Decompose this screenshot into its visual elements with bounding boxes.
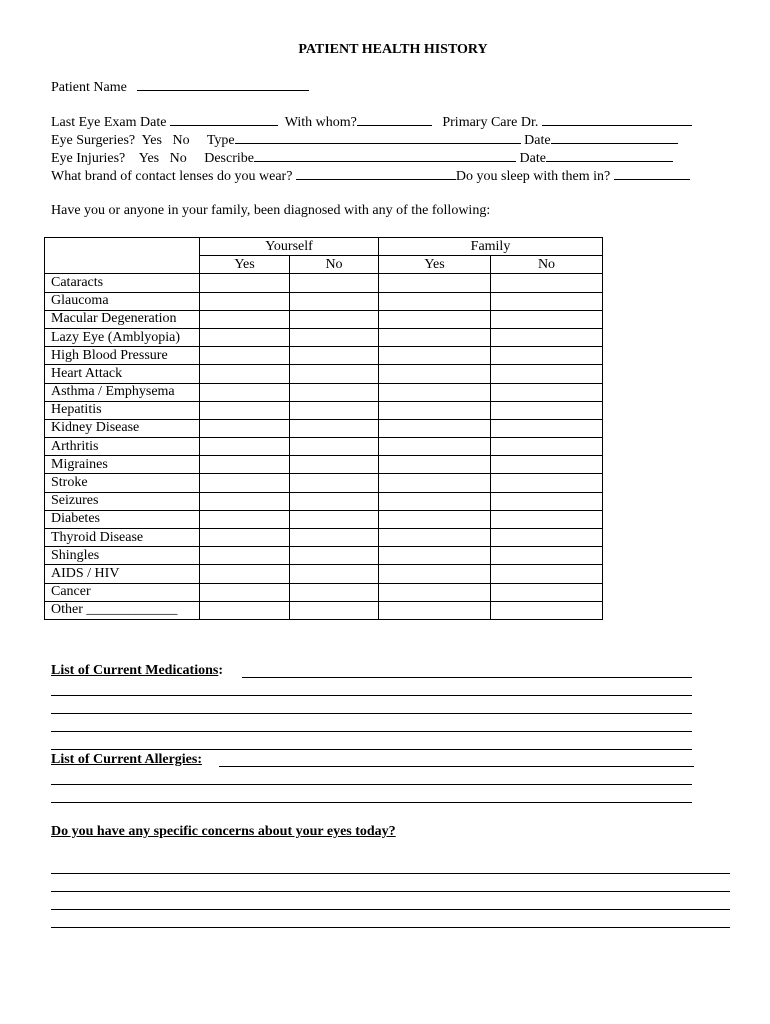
condition-label: Heart Attack: [45, 365, 200, 383]
condition-label: Macular Degeneration: [45, 310, 200, 328]
yourself-yes-cell[interactable]: [200, 365, 290, 383]
medications-line-2[interactable]: [51, 695, 692, 696]
family-yes-cell[interactable]: [379, 419, 491, 437]
primary-care-label: Primary Care Dr.: [442, 115, 539, 130]
eye-surgeries-label: Eye Surgeries?: [51, 133, 136, 148]
yourself-yes-cell[interactable]: [200, 383, 290, 401]
yourself-no-cell[interactable]: [290, 565, 379, 583]
family-yes-cell[interactable]: [379, 347, 491, 365]
patient-name-label: Patient Name: [51, 80, 127, 95]
condition-label: Arthritis: [45, 438, 200, 456]
table-row: [45, 328, 603, 346]
concerns-label: Do you have any specific concerns about your eyes today?: [51, 824, 396, 839]
yourself-yes-cell[interactable]: [200, 274, 290, 292]
yourself-yes-cell[interactable]: [200, 347, 290, 365]
family-no-cell[interactable]: [491, 419, 603, 437]
family-yes-header: Yes: [379, 256, 491, 274]
last-exam-row: [51, 112, 692, 132]
with-whom-field[interactable]: [357, 112, 432, 126]
yourself-yes-cell[interactable]: [200, 310, 290, 328]
surgery-date-label: Date: [524, 133, 551, 148]
yourself-yes-cell[interactable]: [200, 583, 290, 601]
contacts-row: [51, 166, 690, 186]
describe-label: Describe: [204, 151, 254, 166]
injury-date-label: Date: [519, 151, 546, 166]
family-yes-cell[interactable]: [379, 529, 491, 547]
medications-row: List of Current Medications:: [51, 663, 224, 678]
surgery-date-field[interactable]: [551, 130, 678, 144]
yourself-yes-header: Yes: [200, 256, 290, 274]
yourself-yes-cell[interactable]: [200, 292, 290, 310]
yourself-yes-cell[interactable]: [200, 328, 290, 346]
eye-surgeries-no[interactable]: No: [172, 133, 190, 148]
yourself-no-cell[interactable]: [290, 401, 379, 419]
yourself-no-cell[interactable]: [290, 419, 379, 437]
table-row: [45, 419, 603, 437]
family-yes-cell[interactable]: [379, 547, 491, 565]
injury-date-field[interactable]: [546, 148, 673, 162]
sleep-field[interactable]: [614, 166, 690, 180]
last-exam-date-field[interactable]: [170, 112, 278, 126]
condition-label: Kidney Disease: [45, 419, 200, 437]
eye-injuries-label: Eye Injuries?: [51, 151, 126, 166]
eye-injuries-no[interactable]: No: [169, 151, 187, 166]
allergies-line-1[interactable]: [219, 766, 694, 767]
yourself-no-header: No: [290, 256, 379, 274]
family-yes-cell[interactable]: [379, 383, 491, 401]
family-no-cell[interactable]: [491, 328, 603, 346]
family-no-cell[interactable]: [491, 565, 603, 583]
surgery-type-field[interactable]: [235, 130, 521, 144]
family-no-cell[interactable]: [491, 583, 603, 601]
yourself-no-cell[interactable]: [290, 529, 379, 547]
yourself-no-cell[interactable]: [290, 583, 379, 601]
table-row: [45, 456, 603, 474]
table-row: [45, 383, 603, 401]
yourself-yes-cell[interactable]: [200, 529, 290, 547]
medications-line-3[interactable]: [51, 713, 692, 714]
yourself-no-cell[interactable]: [290, 328, 379, 346]
yourself-yes-cell[interactable]: [200, 565, 290, 583]
condition-label: Shingles: [45, 547, 200, 565]
family-no-header: No: [491, 256, 603, 274]
family-no-cell[interactable]: [491, 438, 603, 456]
yourself-yes-cell[interactable]: [200, 510, 290, 528]
medications-line-5[interactable]: [51, 749, 692, 750]
form-title: PATIENT HEALTH HISTORY: [298, 42, 488, 57]
table-row: [45, 547, 603, 565]
family-no-cell[interactable]: [491, 274, 603, 292]
table-row: [45, 474, 603, 492]
eye-injuries-yes[interactable]: Yes: [138, 151, 160, 166]
family-yes-cell[interactable]: [379, 274, 491, 292]
table-row: [45, 274, 603, 292]
family-yes-cell[interactable]: [379, 565, 491, 583]
yourself-no-cell[interactable]: [290, 547, 379, 565]
table-row: [45, 565, 603, 583]
condition-label: AIDS / HIV: [45, 565, 200, 583]
eye-surgeries-yes[interactable]: Yes: [141, 133, 162, 148]
family-yes-cell[interactable]: [379, 510, 491, 528]
eye-injuries-row: [51, 148, 673, 168]
yourself-yes-cell[interactable]: [200, 456, 290, 474]
allergies-label: List of Current Allergies:: [51, 752, 202, 767]
primary-care-field[interactable]: [542, 112, 692, 126]
family-yes-cell[interactable]: [379, 583, 491, 601]
family-no-cell[interactable]: [491, 292, 603, 310]
family-no-cell[interactable]: [491, 383, 603, 401]
medications-line-4[interactable]: [51, 731, 692, 732]
yourself-no-cell[interactable]: [290, 474, 379, 492]
eye-surgeries-row: [51, 130, 678, 150]
concerns-line-1[interactable]: [51, 873, 730, 874]
family-no-cell[interactable]: [491, 601, 603, 619]
condition-label: Lazy Eye (Amblyopia): [45, 328, 200, 346]
yourself-no-cell[interactable]: [290, 510, 379, 528]
condition-label: Asthma / Emphysema: [45, 383, 200, 401]
yourself-yes-cell[interactable]: [200, 492, 290, 510]
yourself-yes-cell[interactable]: [200, 474, 290, 492]
condition-label: Seizures: [45, 492, 200, 510]
type-label: Type: [206, 133, 235, 148]
condition-label: Thyroid Disease: [45, 529, 200, 547]
allergies-line-3[interactable]: [51, 802, 692, 803]
table-row: [45, 438, 603, 456]
family-no-cell[interactable]: [491, 547, 603, 565]
yourself-no-cell[interactable]: [290, 456, 379, 474]
header-blank-cell: [45, 238, 200, 274]
allergies-row: [51, 751, 202, 769]
medications-line-1[interactable]: [242, 677, 692, 678]
table-row: [45, 365, 603, 383]
concerns-line-4[interactable]: [51, 927, 730, 928]
condition-label: Cancer: [45, 583, 200, 601]
table-row: [45, 310, 603, 328]
sleep-label: Do you sleep with them in?: [455, 169, 611, 184]
yourself-no-cell[interactable]: [290, 310, 379, 328]
family-yes-cell[interactable]: [379, 310, 491, 328]
family-no-cell[interactable]: [491, 310, 603, 328]
yourself-yes-cell[interactable]: [200, 401, 290, 419]
family-yes-cell[interactable]: [379, 328, 491, 346]
allergies-line-2[interactable]: [51, 784, 692, 785]
yourself-no-cell[interactable]: [290, 347, 379, 365]
family-yes-cell[interactable]: [379, 474, 491, 492]
injury-describe-field[interactable]: [254, 148, 516, 162]
table-row: [45, 401, 603, 419]
family-no-cell[interactable]: [491, 510, 603, 528]
family-no-cell[interactable]: [491, 492, 603, 510]
yourself-yes-cell[interactable]: [200, 547, 290, 565]
condition-label: Cataracts: [45, 274, 200, 292]
table-row: [45, 292, 603, 310]
contacts-brand-field[interactable]: [296, 166, 456, 180]
concerns-line-2[interactable]: [51, 891, 730, 892]
yourself-no-cell[interactable]: [290, 383, 379, 401]
concerns-line-3[interactable]: [51, 909, 730, 910]
family-yes-cell[interactable]: [379, 292, 491, 310]
yourself-yes-cell[interactable]: [200, 601, 290, 619]
yourself-no-cell[interactable]: [290, 601, 379, 619]
condition-label: Diabetes: [45, 510, 200, 528]
yourself-no-cell[interactable]: [290, 365, 379, 383]
diagnosis-table: [44, 237, 603, 620]
condition-label: Stroke: [45, 474, 200, 492]
family-no-cell[interactable]: [491, 474, 603, 492]
with-whom-label: With whom?: [284, 115, 357, 130]
family-no-cell[interactable]: [491, 401, 603, 419]
patient-name-row: [51, 77, 309, 97]
table-header-row: [45, 238, 603, 256]
yourself-no-cell[interactable]: [290, 292, 379, 310]
yourself-no-cell[interactable]: [290, 438, 379, 456]
table-row: [45, 583, 603, 601]
yourself-yes-cell[interactable]: [200, 438, 290, 456]
yourself-no-cell[interactable]: [290, 274, 379, 292]
table-row: [45, 529, 603, 547]
table-row: [45, 510, 603, 528]
family-yes-cell[interactable]: [379, 601, 491, 619]
family-yes-cell[interactable]: [379, 401, 491, 419]
concerns-row: [51, 823, 396, 841]
contacts-label: What brand of contact lenses do you wear?: [51, 169, 293, 184]
condition-label: Migraines: [45, 456, 200, 474]
yourself-yes-cell[interactable]: [200, 419, 290, 437]
family-yes-cell[interactable]: [379, 492, 491, 510]
condition-label: High Blood Pressure: [45, 347, 200, 365]
diagnosis-question: Have you or anyone in your family, been diagnosed with any of the following:: [51, 203, 491, 218]
yourself-no-cell[interactable]: [290, 492, 379, 510]
patient-name-field[interactable]: [137, 77, 309, 91]
last-exam-label: Last Eye Exam Date: [51, 115, 167, 130]
family-no-cell[interactable]: [491, 347, 603, 365]
family-yes-cell[interactable]: [379, 365, 491, 383]
family-header: Family: [379, 238, 603, 256]
table-row: [45, 347, 603, 365]
medications-label: List of Current Medications: [51, 663, 219, 678]
family-no-cell[interactable]: [491, 365, 603, 383]
family-no-cell[interactable]: [491, 529, 603, 547]
condition-label: Hepatitis: [45, 401, 200, 419]
family-no-cell[interactable]: [491, 456, 603, 474]
condition-label: Glaucoma: [45, 292, 200, 310]
table-row: [45, 601, 603, 619]
table-row: [45, 492, 603, 510]
condition-label: Other _____________: [45, 601, 200, 619]
family-yes-cell[interactable]: [379, 438, 491, 456]
yourself-header: Yourself: [200, 238, 379, 256]
family-yes-cell[interactable]: [379, 456, 491, 474]
